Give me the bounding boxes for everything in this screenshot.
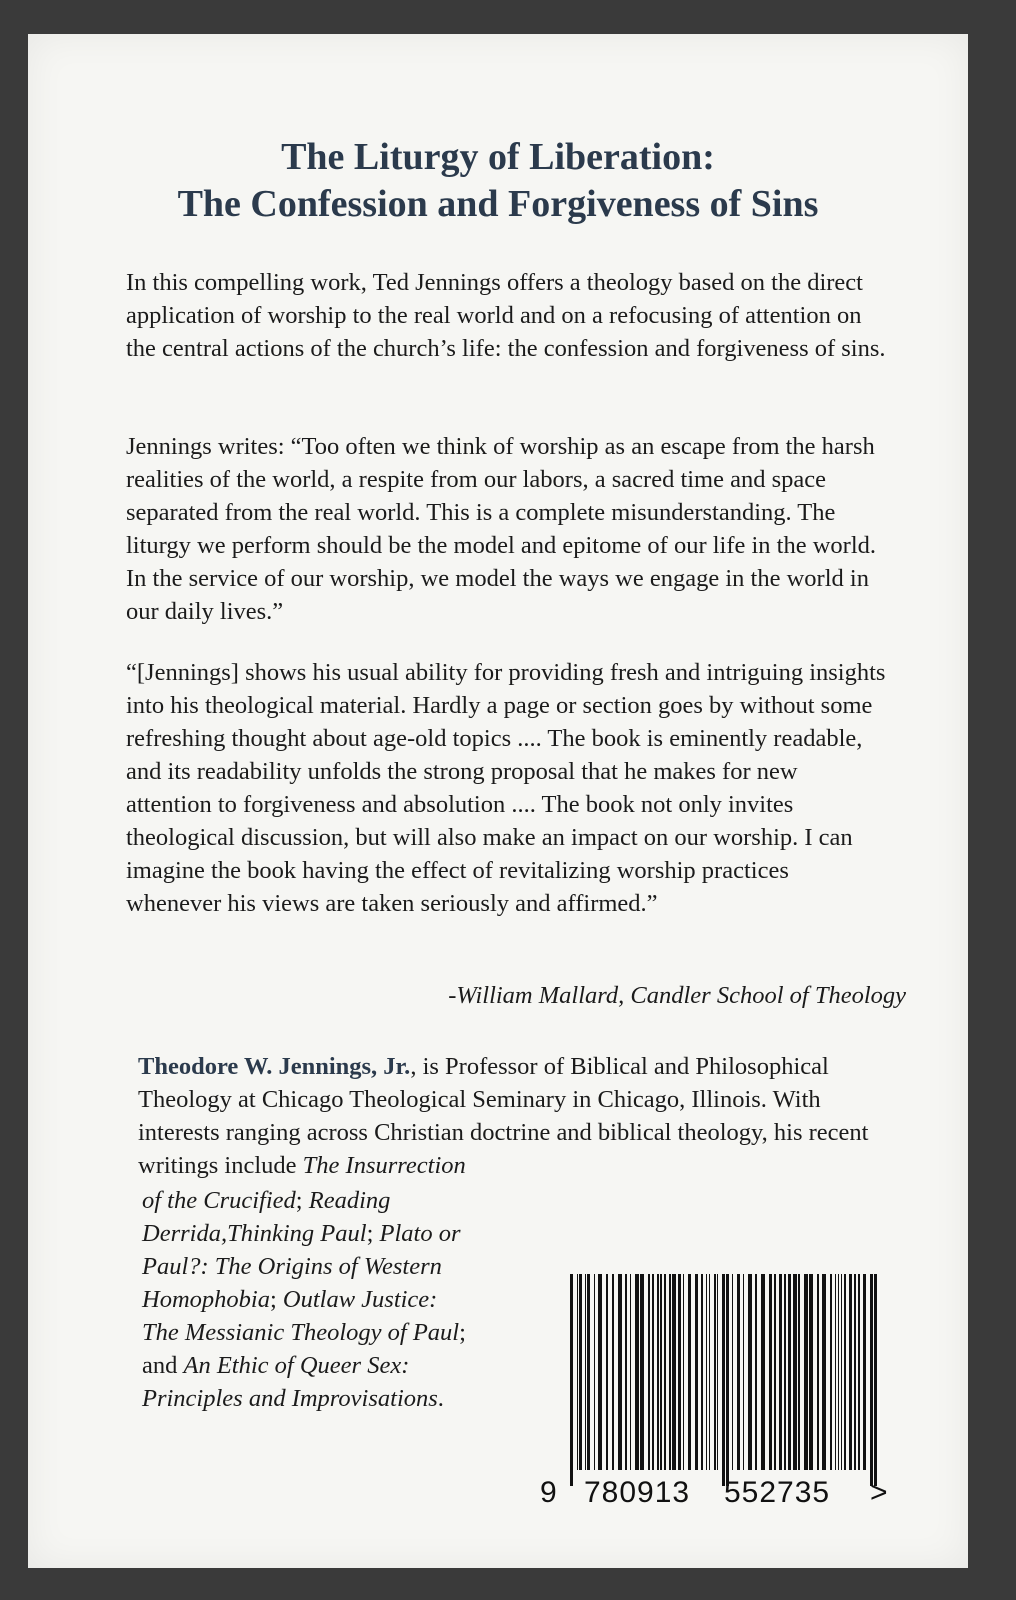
barcode-bar bbox=[835, 1274, 836, 1470]
book-title-4: Outlaw Justice: The Messianic Theology of Paul bbox=[142, 1286, 460, 1346]
isbn-barcode bbox=[540, 1274, 900, 1486]
barcode-bar bbox=[701, 1274, 703, 1470]
barcode-bar bbox=[874, 1274, 877, 1486]
barcode-bar bbox=[761, 1274, 765, 1470]
barcode-bar bbox=[648, 1274, 650, 1470]
barcode-bar bbox=[743, 1274, 744, 1470]
barcode-bar bbox=[737, 1274, 740, 1470]
isbn-group-1: 780913 bbox=[584, 1476, 691, 1509]
title-line-1: The Liturgy of Liberation: bbox=[281, 136, 715, 178]
terminal-period: . bbox=[437, 1385, 444, 1412]
barcode-bar bbox=[640, 1274, 644, 1470]
barcode-bar bbox=[672, 1274, 676, 1470]
title-line-2: The Confession and Forgiveness of Sins bbox=[177, 183, 819, 225]
barcode-bar bbox=[732, 1274, 733, 1470]
barcode-bar bbox=[717, 1274, 718, 1470]
barcode-bar bbox=[657, 1274, 659, 1470]
book-title-2: Reading Derrida,Thinking Paul bbox=[142, 1187, 391, 1247]
barcode-bar bbox=[849, 1274, 852, 1470]
barcode-bar bbox=[793, 1274, 797, 1470]
barcode-bar bbox=[755, 1274, 757, 1470]
barcode-bar bbox=[779, 1274, 782, 1470]
book-title-1a: The Insurrection bbox=[302, 1152, 466, 1179]
book-title-3: Plato or Paul?: The Origins of Western Homophobia bbox=[142, 1220, 461, 1313]
barcode-bar bbox=[841, 1274, 842, 1470]
barcode-bar bbox=[870, 1274, 873, 1486]
barcode-bar bbox=[664, 1274, 666, 1470]
barcode-bar bbox=[709, 1274, 710, 1470]
barcode-bar bbox=[788, 1274, 791, 1470]
barcode-bar bbox=[570, 1274, 573, 1486]
barcode-bar bbox=[817, 1274, 819, 1470]
barcode-bar bbox=[714, 1274, 716, 1470]
isbn-digit-first: 9 bbox=[540, 1476, 558, 1509]
barcode-bar bbox=[660, 1274, 662, 1470]
barcode-bar bbox=[784, 1274, 786, 1470]
author-bio bbox=[138, 1050, 888, 1182]
barcode-bar bbox=[612, 1274, 614, 1470]
barcode-bar bbox=[695, 1274, 698, 1470]
barcode-bar bbox=[625, 1274, 627, 1470]
review-quote-paragraph: “[Jennings] shows his usual ability for providing fresh and intriguing insights into his theological material. Hardly a page or section goes by without some refreshing thought about age-old topics .... The book is eminently readable, and its readability unfolds the strong proposal that he makes for new attention to forgiveness and absolution .... The book not only invites theological discussion, but will also make an impact on our worship. I can imagine the book having the effect of revitalizing worship practices whenever his views are taken seriously and affirmed.” bbox=[126, 659, 886, 917]
barcode-bar bbox=[669, 1274, 671, 1470]
barcode-bar bbox=[804, 1274, 808, 1470]
barcode-bar bbox=[598, 1274, 602, 1470]
barcode-bar bbox=[577, 1274, 578, 1470]
bio-text: , is Professor of Biblical and Philosophical Theology at Chicago Theological Seminary in Chicago, Illinois. With interests ranging across Christian doctrine and biblical theology, his recent writings include bbox=[138, 1053, 869, 1179]
separator: ; and bbox=[142, 1319, 466, 1379]
barcode-bar bbox=[830, 1274, 832, 1470]
barcode-bar bbox=[594, 1274, 595, 1470]
barcode-bar bbox=[769, 1274, 772, 1470]
review-attribution: -William Mallard, Candler School of Theology bbox=[448, 982, 906, 1009]
book-back-cover bbox=[28, 34, 968, 1568]
barcode-bar bbox=[585, 1274, 586, 1470]
barcode-bar bbox=[630, 1274, 631, 1470]
book-title bbox=[28, 134, 968, 228]
description-paragraph: In this compelling work, Ted Jennings offers a theology based on the direct application of worship to the real world and on a refocusing of attention on the central actions of the church’s life: the confession and forgiveness of sins. bbox=[126, 269, 886, 362]
barcode-bar bbox=[809, 1274, 813, 1470]
barcode-bars bbox=[540, 1274, 900, 1486]
barcode-bar bbox=[726, 1274, 729, 1486]
separator: ; bbox=[295, 1187, 309, 1214]
barcode-bar bbox=[635, 1274, 639, 1470]
barcode-bar bbox=[579, 1274, 582, 1470]
barcode-bar bbox=[688, 1274, 691, 1470]
barcode-bar bbox=[822, 1274, 826, 1470]
isbn-arrow: > bbox=[870, 1476, 889, 1509]
barcode-bar bbox=[863, 1274, 866, 1470]
author-quote-paragraph: Jennings writes: “Too often we think of worship as an escape from the harsh realities of the world, a respite from our labors, a sacred time and space separated from the real world. This is a complete misunderstanding. The liturgy we perform should be the model and epitome of our life in the world. In the service of our worship, we model the ways we engage in the world in our daily lives.” bbox=[126, 433, 877, 625]
barcode-bar bbox=[722, 1274, 725, 1486]
barcode-bar bbox=[798, 1274, 800, 1470]
author-books-list bbox=[142, 1184, 472, 1415]
barcode-bar bbox=[587, 1274, 590, 1470]
barcode-bar bbox=[748, 1274, 752, 1470]
isbn-group-2: 552735 bbox=[724, 1476, 831, 1509]
barcode-bar bbox=[706, 1274, 707, 1470]
separator: ; bbox=[366, 1220, 380, 1247]
barcode-bar bbox=[854, 1274, 856, 1470]
barcode-bar bbox=[618, 1274, 622, 1470]
separator: ; bbox=[269, 1286, 283, 1313]
barcode-bar bbox=[858, 1274, 860, 1470]
barcode-bar bbox=[683, 1274, 684, 1470]
barcode-bar bbox=[774, 1274, 776, 1470]
book-title-1b: of the Crucified bbox=[142, 1187, 296, 1214]
barcode-bar bbox=[678, 1274, 681, 1470]
author-name: Theodore W. Jennings, Jr. bbox=[138, 1053, 411, 1080]
barcode-bar bbox=[838, 1274, 839, 1470]
barcode-bar bbox=[606, 1274, 608, 1470]
barcode-bar bbox=[652, 1274, 654, 1470]
barcode-bar bbox=[844, 1274, 846, 1470]
book-title-5: An Ethic of Queer Sex: Principles and Improvisations bbox=[142, 1352, 438, 1412]
